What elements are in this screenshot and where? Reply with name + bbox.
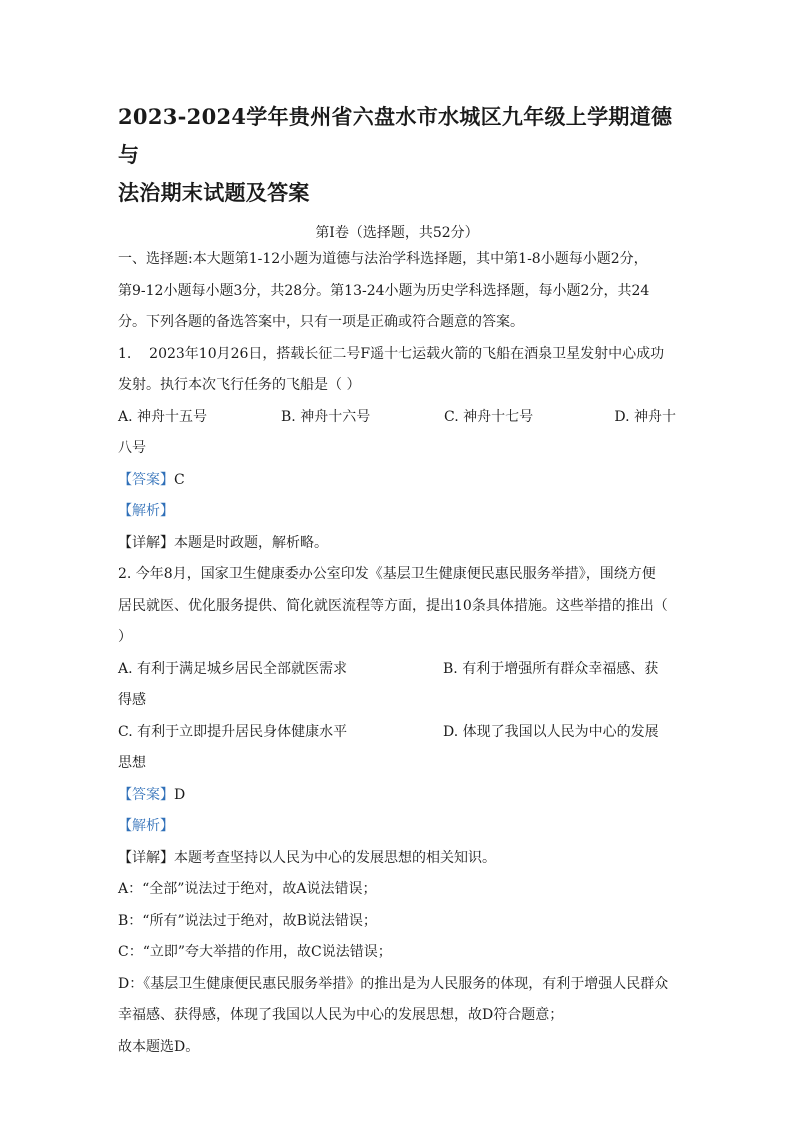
q1-analysis-label: 【解析】	[118, 503, 174, 519]
q1-detail-text: 本题是时政题，解析略。	[174, 534, 328, 551]
q2-explain-b: B：“所有”说法过于绝对，故B说法错误；	[118, 912, 377, 929]
q2-detail	[118, 843, 676, 875]
q2-stem-line-2: 居民就医、优化服务提供、简化就医流程等方面，提出10条具体措施。这些举措的推出（	[118, 597, 668, 614]
q2-analysis	[118, 811, 676, 843]
q2-detail-label: 【详解】	[118, 849, 174, 866]
q1-option-b: B. 神舟十六号	[281, 408, 371, 425]
q1-options	[118, 402, 676, 434]
q1-option-d-tail: 八号	[118, 440, 146, 456]
q2-detail-text: 本题考查坚持以人民为中心的发展思想的相关知识。	[174, 849, 496, 866]
q2-option-a: A. 有利于满足城乡居民全部就医需求	[118, 660, 348, 677]
q1-detail	[118, 528, 676, 560]
q1-answer-value: C	[174, 471, 185, 488]
q1-option-c: C. 神舟十七号	[444, 408, 534, 425]
q2-options-row-2	[118, 717, 676, 749]
instructions	[118, 244, 676, 339]
section-heading: 第Ⅰ卷（选择题，共52分）	[315, 225, 479, 241]
q2-option-d: D. 体现了我国以人民为中心的发展	[443, 723, 659, 740]
instructions-line-2: 第9-12小题每小题3分，共28分。第13-24小题为历史学科选择题，每小题2分，共24	[118, 282, 650, 299]
q1-stem-line-2: 发射。执行本次飞行任务的飞船是（ ）	[118, 377, 361, 393]
question-2	[118, 559, 676, 1063]
q2-explain-c: C：“立即”夸大举措的作用，故C说法错误；	[118, 944, 392, 960]
question-1	[118, 339, 676, 560]
q1-analysis	[118, 496, 676, 528]
q2-conclusion: 故本题选D。	[118, 1038, 200, 1055]
q2-analysis-label: 【解析】	[118, 818, 174, 834]
q1-stem-line-1: 1. 2023年10月26日，搭载长征二号F遥十七运载火箭的飞船在酒泉卫星发射中心成功	[118, 345, 665, 362]
q2-option-b: B. 有利于增强所有群众幸福感、获	[443, 660, 659, 677]
q1-option-a: A. 神舟十五号	[118, 408, 208, 425]
q2-explain-a: A：“全部”说法过于绝对，故A说法错误；	[118, 881, 377, 897]
q2-options-row-1	[118, 654, 676, 686]
title-line-1: 2023-2024学年贵州省六盘水市水城区九年级上学期道德与	[118, 104, 673, 167]
instructions-line-3: 分。下列各题的备选答案中，只有一项是正确或符合题意的答案。	[118, 314, 524, 330]
q2-option-c: C. 有利于立即提升居民身体健康水平	[118, 723, 348, 740]
q2-answer-label: 【答案】	[118, 786, 174, 803]
q1-detail-label: 【详解】	[118, 534, 174, 551]
q2-explain-d-line-1: D：《基层卫生健康便民惠民服务举措》的推出是为人民服务的体现，有利于增强人民群众	[118, 975, 669, 992]
q2-explain-d-line-2: 幸福感、获得感，体现了我国以人民为中心的发展思想，故D符合题意；	[118, 1007, 564, 1023]
q1-answer-label: 【答案】	[118, 471, 174, 488]
q2-answer	[118, 780, 676, 812]
q2-stem-line-1: 2. 今年8月，国家卫生健康委办公室印发《基层卫生健康便民惠民服务举措》，围绕方便	[118, 566, 656, 582]
q2-stem-line-3: ）	[118, 629, 132, 645]
document-page	[118, 98, 676, 1063]
instructions-line-1: 一、选择题:本大题第1-12小题为道德与法治学科选择题，其中第1-8小题每小题2分，	[118, 251, 648, 267]
title-line-2: 法治期末试题及答案	[118, 180, 310, 205]
q1-answer	[118, 465, 676, 497]
q1-option-d: D. 神舟十	[614, 408, 676, 425]
document-title	[118, 98, 676, 212]
q2-option-d-tail: 思想	[118, 755, 146, 771]
q2-answer-value: D	[174, 786, 186, 803]
q2-option-b-tail: 得感	[118, 692, 146, 708]
